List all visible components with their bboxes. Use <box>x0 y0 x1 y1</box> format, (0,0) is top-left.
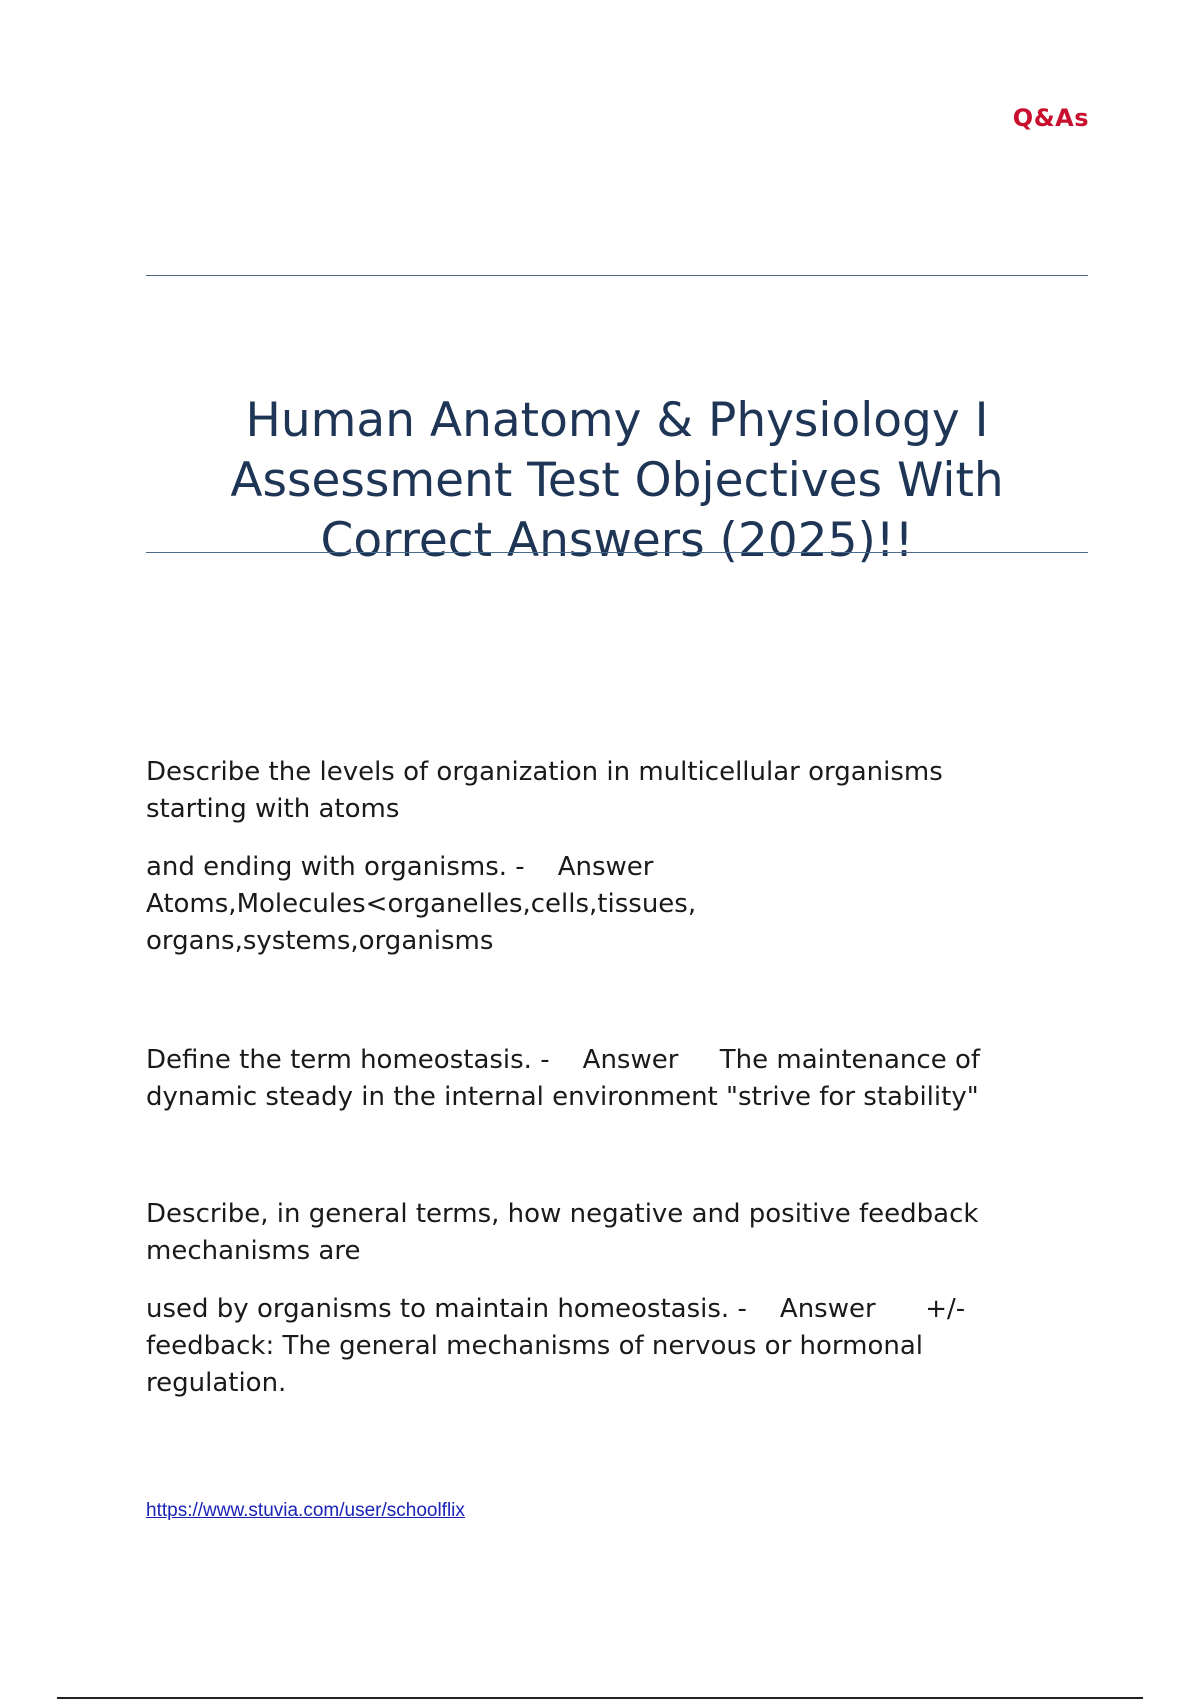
question-text: Describe, in general terms, how negative and positive feedback mechanisms are <box>146 1199 979 1266</box>
title-line-1: Human Anatomy & Physiology I <box>245 393 989 449</box>
qa-tag: Q&As <box>1012 104 1089 132</box>
footer-rule <box>57 1697 1143 1699</box>
answer-text: used by organisms to maintain homeostasis. - Answer +/- feedback: The general mechanisms of nervous or hormonal regulation. <box>146 1294 966 1398</box>
title-line-2: Assessment Test Objectives With <box>230 453 1004 509</box>
qa-item-feedback-mechanisms <box>146 1196 1086 1402</box>
qa-item-levels-of-organization <box>146 754 1086 960</box>
question-text: Describe the levels of organization in multicellular organisms starting with atoms <box>146 757 943 824</box>
title-line-3: Correct Answers (2025)!! <box>320 513 914 569</box>
source-link[interactable]: https://www.stuvia.com/user/schoolflix <box>146 1500 465 1521</box>
document-title <box>146 391 1088 571</box>
question-answer-text: Define the term homeostasis. - Answer The maintenance of dynamic steady in the internal environment "strive for stability" <box>146 1045 981 1112</box>
answer-text: and ending with organisms. - Answer Atoms,Molecules<organelles,cells,tissues, organs,systems,organisms <box>146 852 697 956</box>
title-bottom-rule <box>146 552 1088 553</box>
title-top-rule <box>146 275 1088 276</box>
qa-item-homeostasis <box>146 1042 1086 1116</box>
